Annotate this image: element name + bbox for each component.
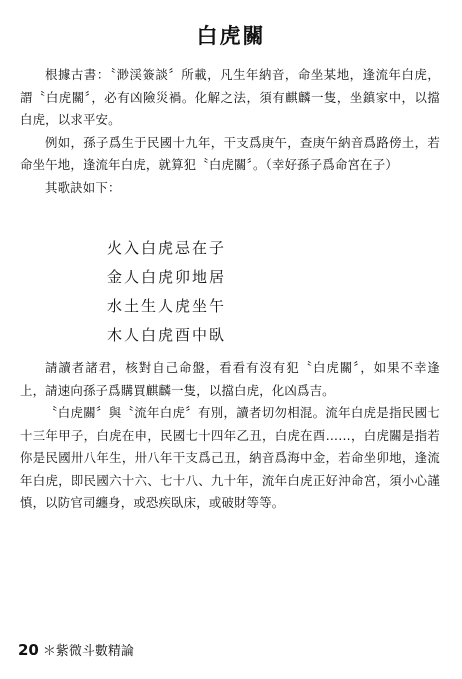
paragraph-example: 例如，孫子爲生于民國十九年，干支爲庚午，查庚午納音爲路傍土，若命坐午地，逢流年白虎，就算犯〝白虎關〞。（幸好孫子爲命宮在子） [20, 134, 440, 172]
paragraph-advice: 請讀者諸君，核對自己命盤，看看有沒有犯〝白虎關〞，如果不幸逢上，請速向孫子爲購買麒麟一隻，以擋白虎，化凶爲吉。 [20, 360, 440, 398]
body-section-top [20, 64, 440, 199]
page-number: 20 [18, 641, 39, 659]
body-section-bottom [20, 357, 440, 515]
verse-line: 火入白虎忌在子 [107, 239, 227, 257]
page-title: 白虎關 [196, 24, 266, 48]
paragraph-verse-intro: 其歌訣如下： [45, 179, 121, 195]
page-footer [18, 640, 134, 659]
paragraph-intro: 根據古書：〝渺渓簽談〞所載，凡生年納音，命坐某地，逢流年白虎，謂〝白虎關〞，必有凶險災禍。化解之法，須有麒麟一隻，坐鎮家中，以擋白虎，以求平安。 [20, 67, 440, 127]
paragraph-distinction: 〝白虎關〞與〝流年白虎〞有別，讀者切勿相混。流年白虎是指民國七十三年甲子，白虎在申，民國七十四年乙丑，白虎在酉……，白虎關是指若你是民國卅八年生，卅八年干支爲己丑，納音爲海中金，若命坐卯地，逢流年白虎，即民國六十六、七十八、九十年，流年白虎正好沖命宮，須小心謹慎，以防官司纏身，或恐疾臥床，或破財等等。 [20, 405, 440, 510]
book-title: ＊紫微斗數精論 [42, 644, 134, 659]
verse-line: 金人白虎卯地居 [107, 268, 227, 286]
verse-line: 水土生人虎坐午 [107, 297, 227, 315]
verse-block [107, 234, 226, 350]
verse-line: 木人白虎酉中臥 [107, 326, 227, 344]
